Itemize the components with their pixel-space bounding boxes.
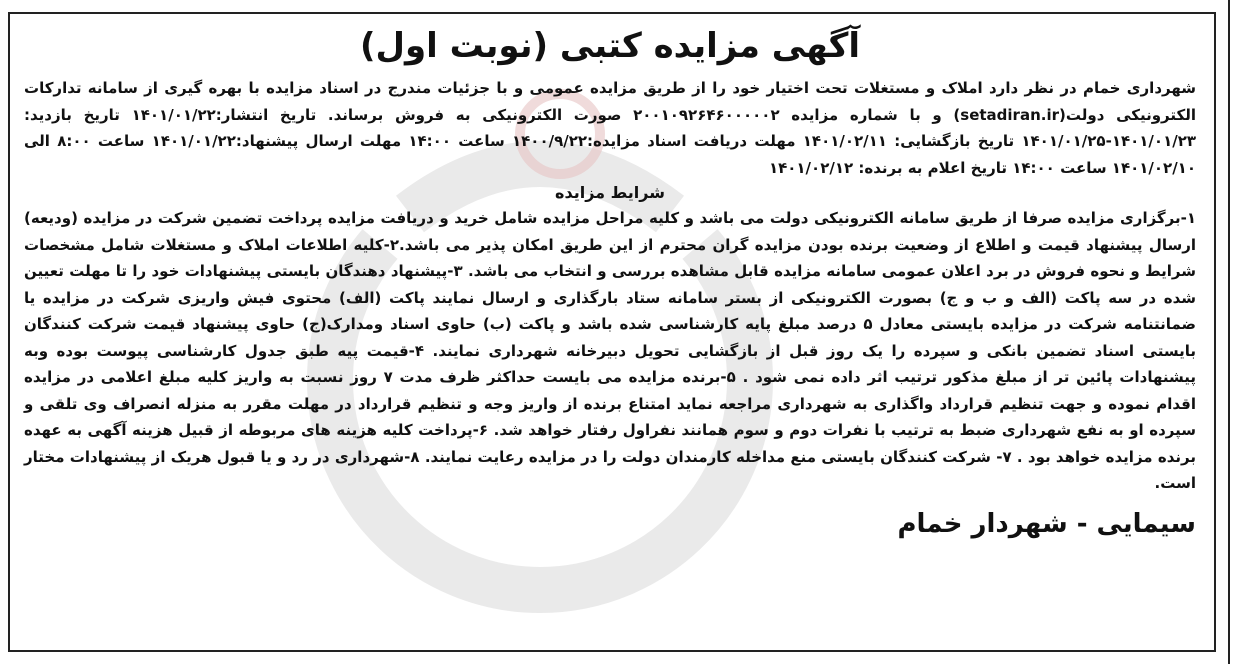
notice-title: آگهی مزایده کتبی (نوبت اول) [359,26,861,66]
conditions-heading: شرایط مزایده [555,183,665,203]
intro-text-part1: شهرداری خمام در نظر دارد املاک و مستغلات تحت اختیار خود را از طریق مزایده عمومی و با جزئیات مندرج در اسناد مزایده با بهره گیری از سامانه تدارکات الکترونیکی دولت( [24,79,1196,124]
intro-text-part2: ) و با شماره مزایده ۲۰۰۱۰۹۲۶۴۶۰۰۰۰۰۲ صورت الکترونیکی به فروش برساند. تاریخ انتشار:۱۴۰۱/۰۱/۲۲ تاریخ بازدید: ۱۴۰۱/۰۱/۲۳-۱۴۰۱/۰۱/۲۵ تاریخ بازگشایی: ۱۴۰۱/۰۲/۱۱ مهلت دریافت اسناد مزایده:۱۴۰۰/۹/۲۲ ساعت ۱۴:۰۰ مهلت ارسال پیشنهاد:۱۴۰۱/۰۱/۲۲ ساعت ۸:۰۰ الی ۱۴۰۱/۰۲/۱۰ ساعت ۱۴:۰۰ تاریخ اعلام به برنده: ۱۴۰۱/۰۲/۱۲ [24,105,1197,177]
website-link-text: setadiran.ir [960,105,1059,124]
page-edge-rule [1228,0,1230,664]
signature: سیمایی - شهردار خمام [897,508,1196,539]
notice-intro [24,75,1196,181]
conditions-text: ۱-برگزاری مزایده صرفا از طریق سامانه الکترونیکی دولت می باشد و کلیه مراحل مزایده شامل خرید و دریافت مزایده پرداخت تضمین شرکت در مزایده (ودیعه) ارسال پیشنهاد قیمت و اطلاع از وضعیت برنده بودن مزایده گران محترم از این طریق امکان پذیر می باشد.۲-کلیه اطلاعات املاک و مستغلات شامل مشخصات شرایط و نحوه فروش در برد اعلان عمومی سامانه مزایده قابل مشاهده بررسی و انتخاب می باشد. ۳-پیشنهاد دهندگان بایستی پیشنهادات خود را تا مهلت تعیین شده در سه پاکت (الف و ب و ج) بصورت الکترونیکی از بستر سامانه ستاد بارگذاری و ارسال نمایند پاکت (الف) محتوی فیش واریزی شرکت در مزایده یا ضمانتنامه شرکت در مزایده بایستی معادل ۵ درصد مبلغ پایه کارشناسی شده باشد و پاکت (ب) حاوی اسناد ومدارک(ج) حاوی پیشنهاد قیمت شرکت کنندگان بایستی اسناد تضمین بانکی و سپرده را یک روز قبل از بازگشایی تحویل دبیرخانه شهرداری نمایند. ۴-قیمت پیه طبق جدول کارشناسی پیوست بوده وبه پیشنهادات پائین تر از مبلغ مذکور ترتیب اثر داده نمی شود . ۵-برنده مزایده می بایست حداکثر ظرف مدت ۷ روز نسبت به واریز کلیه مبلغ اعلامی در مزایده اقدام نموده و جهت تنظیم قرارداد واگذاری به شهرداری مراجعه نماید امتناع برنده از واریز وجه و تنظیم قرارداد در مهلت مقرر به منزله انصراف وی تلقی و سپرده او به نفع شهرداری ضبط به ترتیب با نفرات دوم و سوم همانند نفراول رفتار خواهد شد. ۶-پرداخت کلیه هزینه های مربوطه از قبیل هزینه آگهی به عهده برنده مزایده خواهد بود . ۷- شرکت کنندگان بایستی منع مداخله کارمندان دولت را در مزایده رعایت نمایند. ۸-شهرداری در رد و یا قبول هریک از پیشنهادات مختار است. [24,209,1197,493]
auction-notice [8,12,1216,652]
